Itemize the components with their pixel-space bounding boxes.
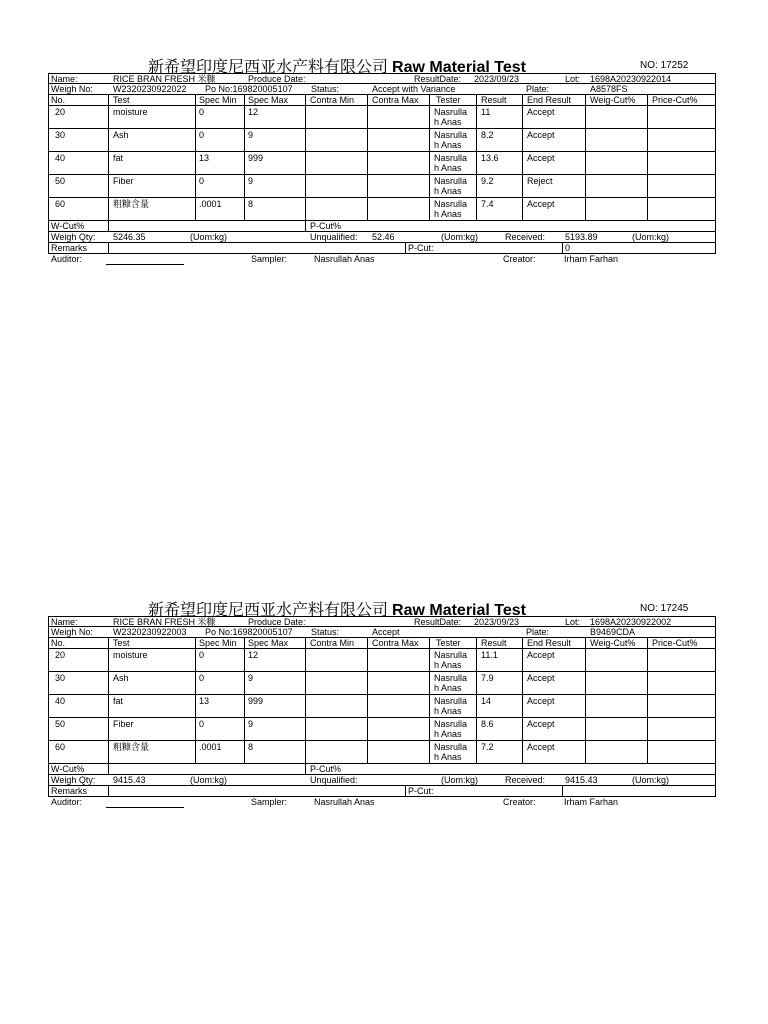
signature-row bbox=[48, 797, 716, 808]
table-row bbox=[48, 649, 716, 672]
name-row bbox=[48, 73, 716, 84]
header-no: No. bbox=[51, 638, 66, 648]
row-result: 8.2 bbox=[481, 130, 494, 140]
row-test: moisture bbox=[113, 650, 148, 660]
weigh-no-label: Weigh No: bbox=[51, 627, 93, 637]
cut-row bbox=[48, 221, 716, 232]
row-result: 7.4 bbox=[481, 199, 494, 209]
result-date-value: 2023/09/23 bbox=[474, 74, 520, 84]
row-end-result: Accept bbox=[527, 153, 555, 163]
row-end-result: Accept bbox=[527, 673, 555, 683]
signature-row bbox=[48, 254, 716, 265]
header-contra-min: Contra Min bbox=[310, 95, 355, 105]
tester-line-1: Nasrulla bbox=[434, 673, 468, 683]
header-contra-max: Contra Max bbox=[372, 95, 419, 105]
row-tester bbox=[434, 650, 474, 670]
header-spec-min: Spec Min bbox=[199, 638, 237, 648]
header-test: Test bbox=[113, 95, 130, 105]
row-tester bbox=[434, 719, 474, 739]
name-label: Name: bbox=[51, 74, 78, 84]
tester-line-2: h Anas bbox=[434, 706, 462, 716]
header-tester: Tester bbox=[436, 95, 461, 105]
header-tester: Tester bbox=[436, 638, 461, 648]
header-price-cut: Price-Cut% bbox=[652, 638, 698, 648]
lot-label: Lot: bbox=[565, 617, 581, 627]
header-no: No. bbox=[51, 95, 66, 105]
report-table bbox=[48, 73, 716, 265]
sampler-label: Sampler: bbox=[251, 797, 288, 807]
tester-line-1: Nasrulla bbox=[434, 153, 468, 163]
row-no: 50 bbox=[55, 176, 66, 186]
lot-label: Lot: bbox=[565, 74, 581, 84]
unqualified-label: Unqualified: bbox=[310, 775, 358, 785]
cut-row bbox=[48, 764, 716, 775]
weigh-no-label: Weigh No: bbox=[51, 84, 93, 94]
row-spec-min: 13 bbox=[199, 696, 210, 706]
tester-line-2: h Anas bbox=[434, 729, 462, 739]
sampler-value: Nasrullah Anas bbox=[314, 254, 375, 264]
row-no: 40 bbox=[55, 153, 66, 163]
p-cut-pct-label: P-Cut% bbox=[310, 764, 342, 774]
tester-line-2: h Anas bbox=[434, 163, 462, 173]
status-value: Accept with Variance bbox=[372, 84, 456, 94]
row-spec-min: 0 bbox=[199, 176, 205, 186]
plate-label: Plate: bbox=[526, 627, 550, 637]
creator-label: Creator: bbox=[503, 254, 536, 264]
raw-material-test-report bbox=[48, 597, 716, 808]
name-value: RICE BRAN FRESH 米糠 bbox=[113, 74, 216, 84]
row-no: 20 bbox=[55, 107, 66, 117]
report-header bbox=[48, 597, 716, 619]
received-label: Received: bbox=[505, 775, 546, 785]
form-title: Raw Material Test bbox=[392, 59, 526, 76]
result-date-label: ResultDate: bbox=[414, 617, 462, 627]
p-cut-label: P-Cut: bbox=[408, 243, 434, 253]
row-tester bbox=[434, 130, 474, 150]
tester-line-1: Nasrulla bbox=[434, 130, 468, 140]
weigh-no-row bbox=[48, 627, 716, 638]
header-end-result: End Result bbox=[527, 638, 572, 648]
header-contra-max: Contra Max bbox=[372, 638, 419, 648]
row-spec-min: 13 bbox=[199, 153, 210, 163]
weigh-qty-value: 5246.35 bbox=[113, 232, 146, 242]
produce-date-label: Produce Date: bbox=[248, 617, 306, 627]
sampler-label: Sampler: bbox=[251, 254, 288, 264]
uom-weigh: (Uom:kg) bbox=[190, 232, 228, 242]
report-header bbox=[48, 54, 716, 76]
row-tester bbox=[434, 153, 474, 173]
row-spec-min: .0001 bbox=[199, 742, 222, 752]
form-title: Raw Material Test bbox=[392, 602, 526, 619]
row-result: 8.6 bbox=[481, 719, 494, 729]
plate-label: Plate: bbox=[526, 84, 550, 94]
creator-value: Irham Farhan bbox=[564, 797, 619, 807]
tester-line-1: Nasrulla bbox=[434, 742, 468, 752]
tester-line-1: Nasrulla bbox=[434, 719, 468, 729]
header-contra-min: Contra Min bbox=[310, 638, 355, 648]
table-row bbox=[48, 672, 716, 695]
remarks-label: Remarks bbox=[51, 786, 88, 796]
row-spec-max: 12 bbox=[248, 650, 259, 660]
table-row bbox=[48, 175, 716, 198]
row-tester bbox=[434, 176, 474, 196]
tester-line-2: h Anas bbox=[434, 660, 462, 670]
row-result: 7.9 bbox=[481, 673, 494, 683]
row-end-result: Accept bbox=[527, 650, 555, 660]
row-spec-max: 9 bbox=[248, 176, 254, 186]
lot-value: 1698A20230922014 bbox=[590, 74, 672, 84]
uom-weigh: (Uom:kg) bbox=[190, 775, 228, 785]
row-spec-max: 999 bbox=[248, 696, 264, 706]
table-row bbox=[48, 718, 716, 741]
received-label: Received: bbox=[505, 232, 546, 242]
row-spec-max: 999 bbox=[248, 153, 264, 163]
row-end-result: Accept bbox=[527, 107, 555, 117]
produce-date-label: Produce Date: bbox=[248, 74, 306, 84]
row-spec-min: 0 bbox=[199, 130, 205, 140]
name-row bbox=[48, 616, 716, 627]
row-spec-min: .0001 bbox=[199, 199, 222, 209]
company-name: 新希望印度尼西亚水产料有限公司 bbox=[148, 600, 389, 619]
status-value: Accept bbox=[372, 627, 400, 637]
header-spec-min: Spec Min bbox=[199, 95, 237, 105]
p-cut-pct-label: P-Cut% bbox=[310, 221, 342, 231]
w-cut-label: W-Cut% bbox=[51, 764, 85, 774]
tester-line-2: h Anas bbox=[434, 186, 462, 196]
row-spec-max: 9 bbox=[248, 130, 254, 140]
weigh-qty-row bbox=[48, 775, 716, 786]
report-number: NO: 17245 bbox=[640, 603, 689, 614]
table-row bbox=[48, 198, 716, 221]
received-value: 5193.89 bbox=[565, 232, 598, 242]
creator-value: Irham Farhan bbox=[564, 254, 619, 264]
row-result: 11.1 bbox=[481, 650, 498, 660]
tester-line-2: h Anas bbox=[434, 209, 462, 219]
report-table bbox=[48, 616, 716, 808]
row-test: fat bbox=[113, 153, 124, 163]
row-no: 20 bbox=[55, 650, 66, 660]
row-spec-max: 9 bbox=[248, 673, 254, 683]
table-row bbox=[48, 741, 716, 764]
row-spec-max: 8 bbox=[248, 199, 254, 209]
row-result: 14 bbox=[481, 696, 492, 706]
header-spec-max: Spec Max bbox=[248, 638, 289, 648]
header-test: Test bbox=[113, 638, 130, 648]
weigh-no-row bbox=[48, 84, 716, 95]
weigh-no-value: W2320230922003 bbox=[113, 627, 187, 637]
tester-line-1: Nasrulla bbox=[434, 107, 468, 117]
name-value: RICE BRAN FRESH 米糠 bbox=[113, 617, 216, 627]
row-result: 11 bbox=[481, 107, 491, 117]
table-row bbox=[48, 152, 716, 175]
received-value: 9415.43 bbox=[565, 775, 598, 785]
sampler-value: Nasrullah Anas bbox=[314, 797, 375, 807]
row-tester bbox=[434, 742, 474, 762]
remarks-label: Remarks bbox=[51, 243, 88, 253]
uom-unqualified: (Uom:kg) bbox=[441, 775, 479, 785]
row-result: 9.2 bbox=[481, 176, 494, 186]
w-cut-label: W-Cut% bbox=[51, 221, 85, 231]
po-no: Po No:169820005107 bbox=[205, 627, 293, 637]
row-spec-min: 0 bbox=[199, 107, 205, 117]
row-test: 粗糠含量 bbox=[113, 742, 150, 752]
weigh-qty-label: Weigh Qty: bbox=[51, 232, 96, 242]
row-no: 30 bbox=[55, 673, 66, 683]
row-spec-min: 0 bbox=[199, 719, 205, 729]
po-no: Po No:169820005107 bbox=[205, 84, 293, 94]
row-test: Fiber bbox=[113, 176, 134, 186]
row-end-result: Accept bbox=[527, 742, 555, 752]
row-no: 60 bbox=[55, 199, 66, 209]
unqualified-value: 52.46 bbox=[372, 232, 395, 242]
row-no: 50 bbox=[55, 719, 66, 729]
unqualified-label: Unqualified: bbox=[310, 232, 358, 242]
row-spec-min: 0 bbox=[199, 673, 205, 683]
p-cut-label: P-Cut: bbox=[408, 786, 434, 796]
row-end-result: Accept bbox=[527, 719, 555, 729]
row-spec-max: 9 bbox=[248, 719, 254, 729]
header-weig-cut: Weig-Cut% bbox=[590, 95, 636, 105]
tester-line-1: Nasrulla bbox=[434, 199, 468, 209]
p-cut-value: 0 bbox=[565, 243, 571, 253]
row-result: 7.2 bbox=[481, 742, 494, 752]
weigh-qty-label: Weigh Qty: bbox=[51, 775, 96, 785]
weigh-qty-value: 9415.43 bbox=[113, 775, 146, 785]
uom-received: (Uom:kg) bbox=[632, 232, 670, 242]
row-spec-max: 12 bbox=[248, 107, 259, 117]
raw-material-test-report bbox=[48, 54, 716, 265]
result-date-value: 2023/09/23 bbox=[474, 617, 520, 627]
header-end-result: End Result bbox=[527, 95, 572, 105]
status-label: Status: bbox=[311, 627, 340, 637]
table-row bbox=[48, 106, 716, 129]
weigh-no-value: W2320230922022 bbox=[113, 84, 187, 94]
row-spec-min: 0 bbox=[199, 650, 205, 660]
row-test: 粗糠含量 bbox=[113, 199, 150, 209]
row-test: moisture bbox=[113, 107, 148, 117]
table-header-row bbox=[48, 638, 716, 649]
auditor-signature-line bbox=[106, 807, 184, 808]
tester-line-2: h Anas bbox=[434, 140, 462, 150]
row-test: Fiber bbox=[113, 719, 134, 729]
row-test: Ash bbox=[113, 130, 129, 140]
row-end-result: Reject bbox=[527, 176, 553, 186]
auditor-label: Auditor: bbox=[51, 254, 83, 264]
tester-line-2: h Anas bbox=[434, 117, 462, 127]
header-result: Result bbox=[481, 95, 507, 105]
row-no: 60 bbox=[55, 742, 66, 752]
plate-value: A8578FS bbox=[590, 84, 628, 94]
plate-value: B9469CDA bbox=[590, 627, 636, 637]
table-row bbox=[48, 129, 716, 152]
company-name: 新希望印度尼西亚水产料有限公司 bbox=[148, 57, 389, 76]
row-tester bbox=[434, 199, 474, 219]
row-tester bbox=[434, 107, 474, 127]
remarks-row bbox=[48, 243, 716, 254]
tester-line-1: Nasrulla bbox=[434, 650, 468, 660]
row-end-result: Accept bbox=[527, 199, 555, 209]
remarks-row bbox=[48, 786, 716, 797]
row-tester bbox=[434, 673, 474, 693]
uom-unqualified: (Uom:kg) bbox=[441, 232, 479, 242]
row-no: 30 bbox=[55, 130, 66, 140]
weigh-qty-row bbox=[48, 232, 716, 243]
creator-label: Creator: bbox=[503, 797, 536, 807]
lot-value: 1698A20230922002 bbox=[590, 617, 672, 627]
tester-line-2: h Anas bbox=[434, 752, 462, 762]
uom-received: (Uom:kg) bbox=[632, 775, 670, 785]
row-spec-max: 8 bbox=[248, 742, 254, 752]
tester-line-2: h Anas bbox=[434, 683, 462, 693]
header-spec-max: Spec Max bbox=[248, 95, 289, 105]
row-test: Ash bbox=[113, 673, 129, 683]
result-date-label: ResultDate: bbox=[414, 74, 462, 84]
header-price-cut: Price-Cut% bbox=[652, 95, 698, 105]
row-end-result: Accept bbox=[527, 130, 555, 140]
header-weig-cut: Weig-Cut% bbox=[590, 638, 636, 648]
status-label: Status: bbox=[311, 84, 340, 94]
report-number: NO: 17252 bbox=[640, 60, 689, 71]
tester-line-1: Nasrulla bbox=[434, 696, 468, 706]
row-end-result: Accept bbox=[527, 696, 555, 706]
row-no: 40 bbox=[55, 696, 66, 706]
name-label: Name: bbox=[51, 617, 78, 627]
auditor-label: Auditor: bbox=[51, 797, 83, 807]
table-row bbox=[48, 695, 716, 718]
table-header-row bbox=[48, 95, 716, 106]
row-result: 13.6 bbox=[481, 153, 499, 163]
header-result: Result bbox=[481, 638, 507, 648]
row-tester bbox=[434, 696, 474, 716]
auditor-signature-line bbox=[106, 264, 184, 265]
row-test: fat bbox=[113, 696, 124, 706]
tester-line-1: Nasrulla bbox=[434, 176, 468, 186]
